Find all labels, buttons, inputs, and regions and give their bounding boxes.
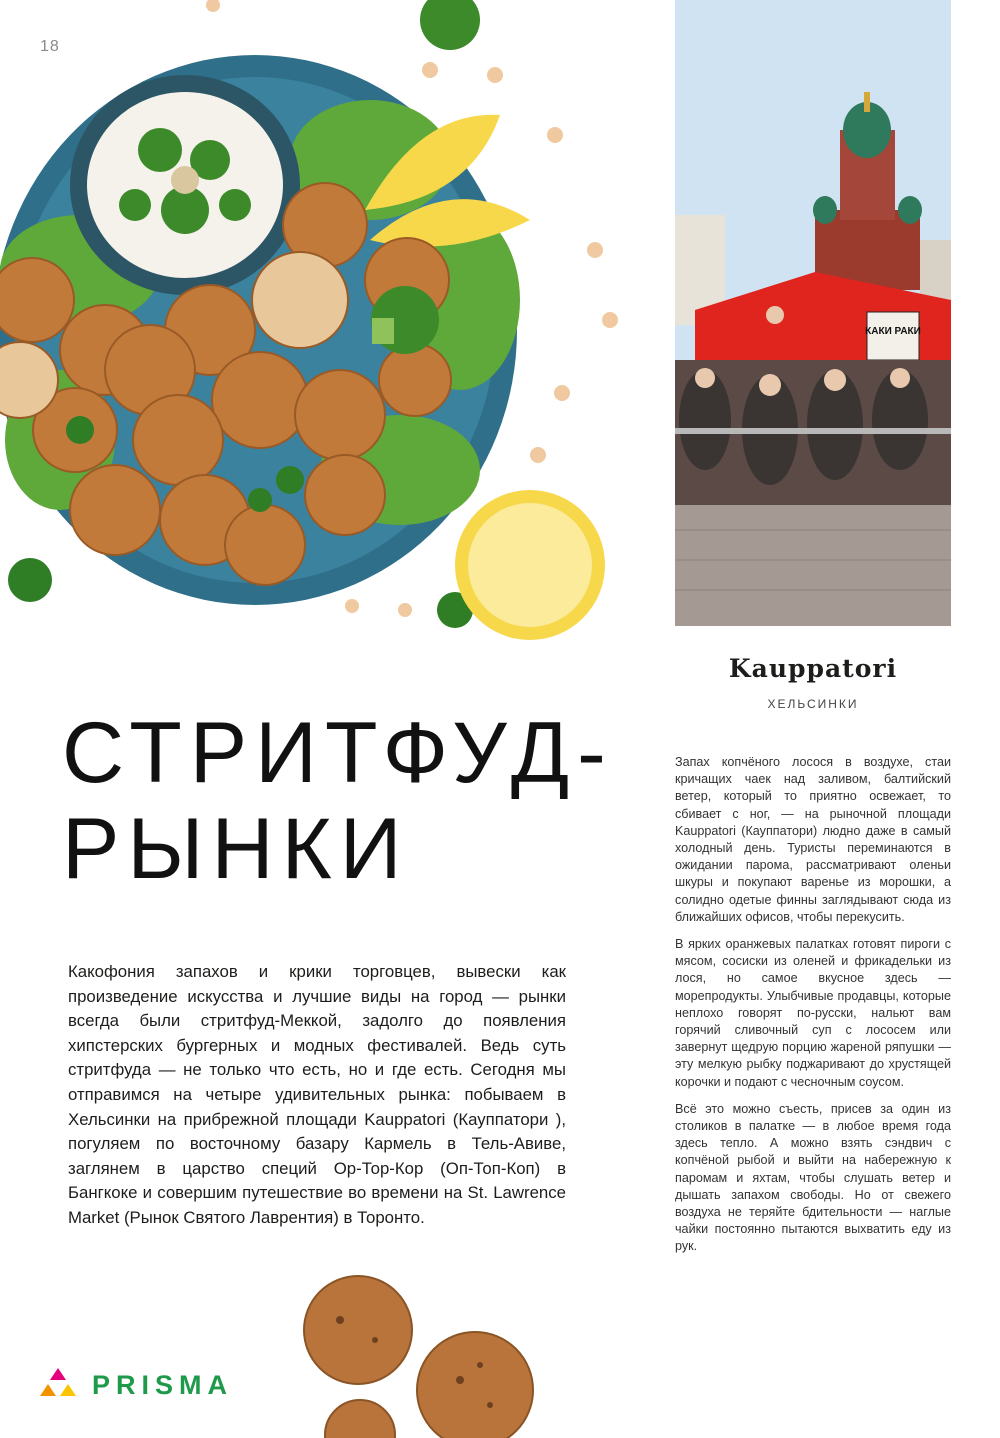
tent-sign: КАКИ РАКИ [865,326,921,337]
headline-line: РЫНКИ [62,801,410,897]
article-paragraph: В ярких оранжевых палатках готовят пироги с мясом, сосиски из оленей и фрикадельки из лося, но самое вкусное здесь — морепродукты. Улыбчивые продавцы, которые неплохо говорят по-русски, нальют вам горячий сливочный суп с лососем или завернут щедрую порцию жареной ряпушки — эту мелкую рыбку поджаривают до хрустящей корочки и подают с чесночным соусом. [675,937,951,1089]
headline-line: СТРИТФУД- [62,705,614,801]
place-city: ХЕЛЬСИНКИ [767,697,859,711]
article-body [675,754,951,1266]
falafel-plate-image [0,0,640,680]
brand-name: PRISMA [92,1370,234,1400]
intro-paragraph: Какофония запахов и крики торговцев, вывески как произведение искусства и лучшие виды на город — рынки всегда были стритфуд-Меккой, задолго до появления хипстерских бургерных и модных фестивалей. Ведь суть стритфуда — не только что есть, но и где есть. Сегодня мы отправимся на четыре удивительных рынка: побываем в Хельсинки на прибрежной площади Kauppatori (Кауппатори ), погуляем по восточному базару Кармель в Тель-Авиве, заглянем в царство специй Ор-Тор-Кор (Оп-Топ-Коп) в Бангкоке и совершим путешествие во времени на St. Lawrence Market (Рынок Святого Лаврентия) в Торонто. [68,962,566,1227]
page-number: 18 [40,38,60,55]
article-paragraph: Всё это можно съесть, присев за один из столиков в палатке — в любое время года здесь тепло. А можно взять сэндвич с копчёной рыбой и выйти на набережную к паромам и яхтам, чтобы слушать ветер и дышать запахом свободы. Но от свежего воздуха не теряйте бдительности — наглые чайки постоянно пытаются выхватить еду из рук. [675,1101,951,1254]
headline [62,705,622,897]
falafel-balls-image [290,1270,560,1438]
place-title: Kauppatori [728,654,898,683]
prisma-logo-icon [38,1364,78,1404]
article-paragraph: Запах копчёного лосося в воздухе, стаи кричащих чаек над заливом, балтийский ветер, который то приятно освежает, то сбивает с ног, — на рыночной площади Kauppatori (Кауппатори) людно даже в самый холодный день. Туристы переминаются в ожидании парома, рассматривают оленьи шкуры и покупают варенье из морошки, а солидно одетые финны заглядывают сюда из ближайших офисов, чтобы перекусить. [675,755,951,924]
kauppatori-market-photo [675,0,951,626]
